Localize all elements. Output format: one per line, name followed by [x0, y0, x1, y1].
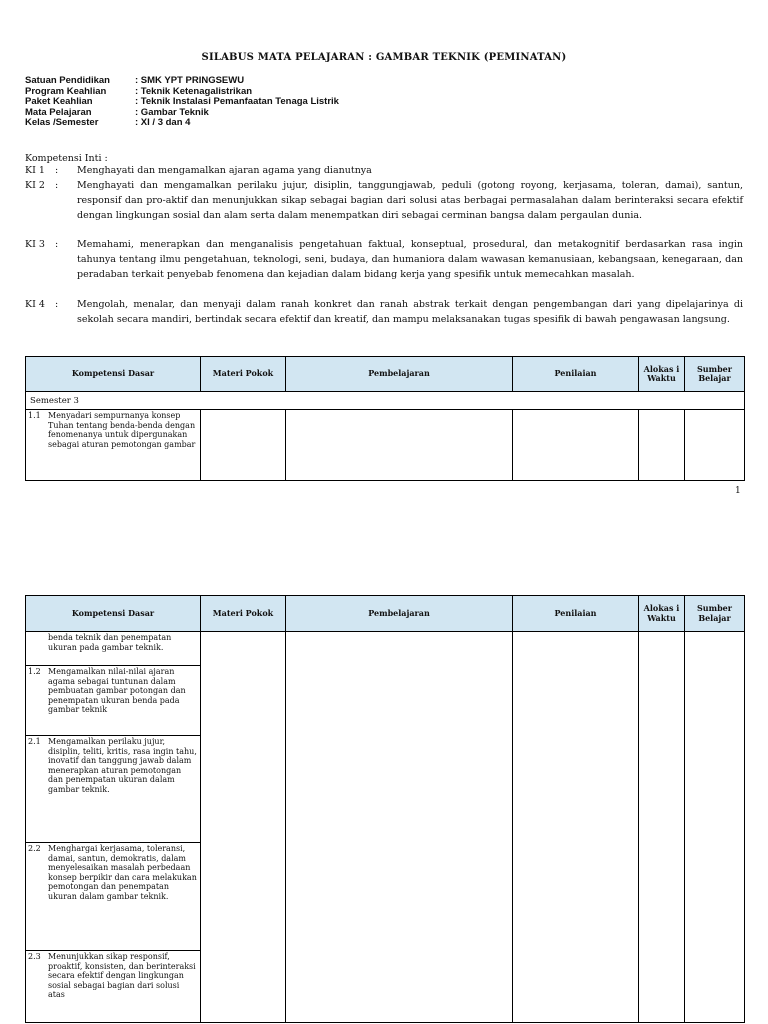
kd-item: [26, 951, 200, 1000]
identity-value: : Teknik Ketenagalistrikan: [135, 85, 253, 97]
header-kompetensi-dasar: Kompetensi Dasar: [26, 357, 201, 392]
ki-item: [25, 238, 743, 282]
syllabus-table-page-1: [25, 356, 745, 481]
ki-item: [25, 298, 743, 328]
page-number: 1: [735, 486, 741, 496]
table-header-row: [26, 357, 745, 392]
kd-item: [26, 843, 200, 902]
identity-value: : SMK YPT PRINGSEWU: [135, 75, 245, 86]
kd-number: 1.1: [28, 411, 41, 420]
ki-item: [25, 179, 743, 223]
materi-cell: [201, 632, 286, 1023]
identity-value: : XI / 3 dan 4: [135, 117, 191, 129]
identity-label: Mata Pelajaran: [25, 106, 92, 118]
ki-separator: :: [55, 165, 59, 176]
identity-value: : Gambar Teknik: [135, 106, 209, 118]
syllabus-table-page-2: [25, 595, 745, 1023]
header-sumber-belajar: Sumber Belajar: [685, 596, 745, 632]
kd-text: Mengamalkan perilaku jujur, disiplin, teliti, kritis, rasa ingin tahu, inovatif dan tanggung jawab dalam menerapkan aturan pemotongan dan penempatan ukuran dalam gambar teknik.: [48, 737, 197, 794]
kd-text: Menyadari sempurnanya konsep Tuhan tentang benda-benda dengan fenomenanya untuk dipergunakan sebagai aturan pemotongan gambar: [48, 411, 196, 449]
ki-separator: :: [55, 239, 59, 250]
sumber-cell: [685, 410, 745, 481]
kd-number: 2.2: [28, 844, 41, 853]
ki-code: KI 1: [25, 165, 45, 176]
identity-block: [25, 76, 339, 129]
identity-label: Kelas /Semester: [25, 117, 99, 129]
document-page-2: [0, 560, 768, 1024]
penilaian-cell: [513, 410, 639, 481]
ki-text: Menghayati dan mengamalkan ajaran agama yang dianutnya: [77, 165, 372, 176]
header-alokasi-waktu: Alokas i Waktu: [639, 357, 685, 392]
kd-number: 2.1: [28, 737, 41, 746]
identity-label: Paket Keahlian: [25, 96, 93, 108]
ki-text: Memahami, menerapkan dan menganalisis pengetahuan faktual, konseptual, prosedural, dan metakognitif berdasarkan rasa ingin tahunya tentang ilmu pengetahuan, teknologi, seni, budaya, dan humaniora dalam wawasan kemanusiaan, kebangsaan, kenegaraan, dan peradaban terkait penyebab fenomena dan kejadian dalam bidang kerja yang spesifik untuk memecahkan masalah.: [77, 239, 743, 280]
kd-number: 1.2: [28, 667, 41, 676]
header-pembelajaran: Pembelajaran: [286, 596, 513, 632]
alokasi-cell: [639, 632, 685, 1023]
identity-label: Program Keahlian: [25, 85, 107, 97]
ki-heading: Kompetensi Inti :: [25, 153, 108, 164]
ki-separator: :: [55, 180, 59, 191]
ki-separator: :: [55, 299, 59, 310]
identity-value: : Teknik Instalasi Pemanfaatan Tenaga Listrik: [135, 96, 339, 108]
ki-code: KI 4: [25, 299, 45, 310]
kd-item: [26, 736, 200, 795]
header-penilaian: Penilaian: [513, 357, 639, 392]
kd-item: [26, 410, 200, 449]
header-alokasi-waktu: Alokas i Waktu: [639, 596, 685, 632]
ki-text: Mengolah, menalar, dan menyaji dalam ranah konkret dan ranah abstrak terkait dengan pengembangan dari yang dipelajarinya di sekolah secara mandiri, bertindak secara efektif dan kreatif, dan mampu melaksanakan tugas spesifik di bawah pengawasan langsung.: [77, 299, 743, 325]
kd-text: Mengamalkan nilai-nilai ajaran agama sebagai tuntunan dalam pembuatan gambar potongan dan penempatan ukuran benda pada gambar teknik: [48, 667, 186, 715]
pembelajaran-cell: [286, 632, 513, 1023]
ki-code: KI 2: [25, 180, 45, 191]
header-penilaian: Penilaian: [513, 596, 639, 632]
table-header-row: [26, 596, 745, 632]
kd-cell: [26, 666, 201, 736]
table-row: [26, 632, 745, 666]
page-gap: [0, 505, 768, 560]
kd-cell: [26, 736, 201, 843]
header-pembelajaran: Pembelajaran: [286, 357, 513, 392]
penilaian-cell: [513, 632, 639, 1023]
header-materi-pokok: Materi Pokok: [201, 596, 286, 632]
identity-row: [25, 76, 339, 87]
document-page-1: [0, 0, 768, 505]
ki-item: [25, 164, 743, 179]
materi-cell: [201, 410, 286, 481]
ki-text: Menghayati dan mengamalkan perilaku jujur, disiplin, tanggungjawab, peduli (gotong royong, kerjasama, toleran, damai), santun, responsif dan pro-aktif dan menunjukkan sikap sebagai bagian dari solusi atas berbagai permasalahan dalam berinteraksi secara efektif dengan lingkungan sosial dan alam serta dalam menempatkan diri sebagai cerminan bangsa dalam pergaulan dunia.: [77, 180, 743, 221]
alokasi-cell: [639, 410, 685, 481]
identity-label: Satuan Pendidikan: [25, 75, 110, 86]
kd-number: 2.3: [28, 952, 41, 961]
header-materi-pokok: Materi Pokok: [201, 357, 286, 392]
identity-row: [25, 118, 339, 129]
table-row: [26, 410, 745, 481]
kd-text: Menghargai kerjasama, toleransi, damai, santun, demokratis, dalam menyelesaikan masalah perbedaan konsep berpikir dan cara melakukan pemotongan dan penempatan ukuran dalam gambar teknik.: [48, 844, 197, 901]
kd-item: [26, 666, 200, 715]
pembelajaran-cell: [286, 410, 513, 481]
semester-row: [26, 392, 745, 410]
header-sumber-belajar: Sumber Belajar: [685, 357, 745, 392]
syllabus-title: SILABUS MATA PELAJARAN : GAMBAR TEKNIK (PEMINATAN): [201, 52, 567, 63]
kd-cell: [26, 410, 201, 481]
semester-label: Semester 3: [26, 392, 745, 410]
kd-cell: [26, 951, 201, 1023]
kd-cell: [26, 843, 201, 951]
ki-code: KI 3: [25, 239, 45, 250]
kd-text: Menunjukkan sikap responsif, proaktif, konsisten, dan berinteraksi secara efektif dengan lingkungan sosial sebagai bagian dari solusi atas: [48, 952, 196, 1000]
sumber-cell: [685, 632, 745, 1023]
header-kompetensi-dasar: Kompetensi Dasar: [26, 596, 201, 632]
kd-continuation-text: benda teknik dan penempatan ukuran pada gambar teknik.: [48, 633, 172, 652]
kd-cell: [26, 632, 201, 666]
